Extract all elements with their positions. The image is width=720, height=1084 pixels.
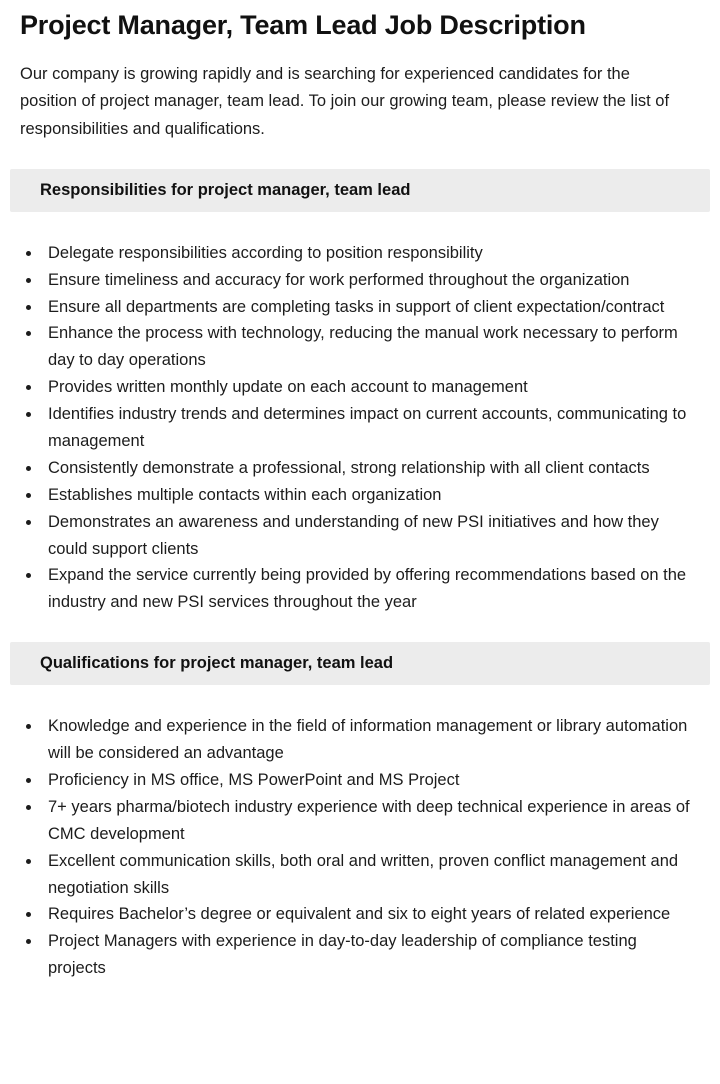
list-item: • Establishes multiple contacts within each organization bbox=[42, 482, 692, 509]
responsibilities-list bbox=[20, 240, 700, 616]
qualifications-heading: Qualifications for project manager, team lead bbox=[40, 654, 394, 673]
list-item: • Demonstrates an awareness and understanding of new PSI initiatives and how they could support clients bbox=[42, 509, 692, 563]
list-item: • Enhance the process with technology, reducing the manual work necessary to perform day to day operations bbox=[42, 320, 692, 374]
list-item: • Ensure all departments are completing tasks in support of client expectation/contract bbox=[42, 294, 692, 321]
responsibilities-heading: Responsibilities for project manager, team lead bbox=[40, 180, 411, 199]
qualifications-section-header bbox=[10, 642, 710, 685]
page-title: Project Manager, Team Lead Job Description bbox=[20, 10, 586, 40]
list-item: • Requires Bachelor’s degree or equivalent and six to eight years of related experience bbox=[42, 901, 692, 928]
responsibilities-section-header bbox=[10, 169, 710, 212]
list-item: • Knowledge and experience in the field of information management or library automation will be considered an advantage bbox=[42, 713, 692, 767]
list-item: • Delegate responsibilities according to position responsibility bbox=[42, 240, 692, 267]
list-item: • Project Managers with experience in day-to-day leadership of compliance testing projects bbox=[42, 928, 692, 982]
qualifications-list bbox=[20, 713, 700, 982]
intro-paragraph: Our company is growing rapidly and is searching for experienced candidates for the position of project manager, team lead. To join our growing team, please review the list of responsibilities and qualifications. bbox=[20, 65, 670, 138]
list-item: • Ensure timeliness and accuracy for work performed throughout the organization bbox=[42, 267, 692, 294]
list-item: • Provides written monthly update on each account to management bbox=[42, 374, 692, 401]
list-item: • Proficiency in MS office, MS PowerPoint and MS Project bbox=[42, 767, 692, 794]
list-item: • Expand the service currently being provided by offering recommendations based on the industry and new PSI services throughout the year bbox=[42, 562, 692, 616]
list-item: • Consistently demonstrate a professional, strong relationship with all client contacts bbox=[42, 455, 692, 482]
list-item: • Excellent communication skills, both oral and written, proven conflict management and negotiation skills bbox=[42, 848, 692, 902]
list-item: • 7+ years pharma/biotech industry experience with deep technical experience in areas of CMC development bbox=[42, 794, 692, 848]
list-item: • Identifies industry trends and determines impact on current accounts, communicating to management bbox=[42, 401, 692, 455]
